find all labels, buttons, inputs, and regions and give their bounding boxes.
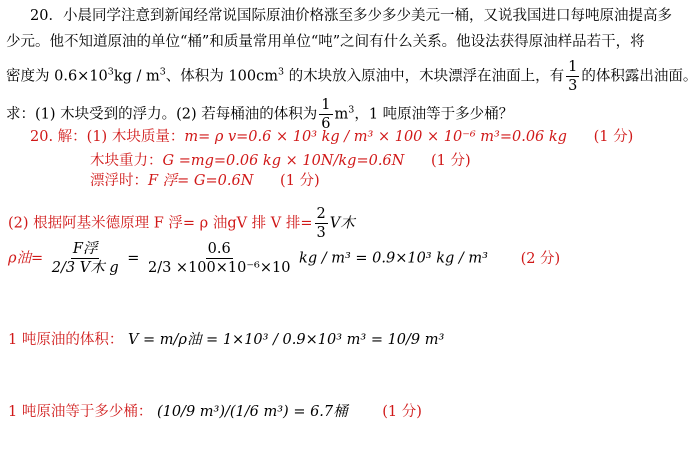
fraction-two-thirds: $\frac{2}{3}$ — [316, 206, 326, 241]
fraction-one-third: $\frac{1}{3}$ — [568, 59, 578, 94]
problem-line-1: 20．小晨同学注意到新闻经常说国际原油价格涨至多少多少美元一桶，又说我国进口每吨原油提高多 — [30, 8, 672, 24]
solution-gravity-line: 木块重力：G =mg=0.06 kg × 10N/kg=0.6N (1 分) — [90, 153, 471, 169]
solution-bucket-line: 1 吨原油等于多少桶： (10/9 m³)/(1/6 m³) = 6.7桶 (1 分) — [8, 404, 422, 420]
solution-volume-line: 1 吨原油的体积： V = m/ρ油 = 1×10³ / 0.9×10³ m³ = 10/9 m³ — [8, 332, 445, 348]
fraction-one-sixth: $\frac{1}{6}$ — [321, 97, 331, 132]
solution-density-line: ρ油= $\frac{\text{F浮}}{\text{2/3 V木 g}}$ = $\frac{0.6}{\text{2/3 ×100×10⁻⁶×10}}$ kg / m³ = 0.9×10³ kg / m³ (2 分) — [8, 241, 561, 276]
solution-float-line: 漂浮时：F 浮= G=0.6N (1 分) — [90, 173, 320, 189]
problem-line-2: 少元。他不知道原油的单位“桶”和质量常用单位“吨”之间有什么关系。他设法获得原油样品若干，将 — [6, 34, 645, 50]
problem-line-3: 密度为 $0.6\times 10^3kg / m^3$、体积为 $100cm^3$ 的木块放入原油中，木块漂浮在油面上，有 $\frac{1}{3}$ 的体积露出油面。 — [6, 59, 697, 94]
solution-mass-line: 20. 解：(1) 木块质量：m= ρ v=0.6 × 10³ kg / m³ × 100 × 10⁻⁶ m³=0.06 kg (1 分) — [30, 129, 634, 145]
solution-archimedes-line: (2) 根据阿基米德原理 F 浮= ρ 油gV 排 V 排= $\frac{2}{3}$ V木 — [8, 206, 355, 241]
problem-line-4: 求：(1) 木块受到的浮力。(2) 若每桶油的体积为 $\frac{1}{6}$ $m^3$，1 吨原油等于多少桶？ — [6, 97, 514, 132]
